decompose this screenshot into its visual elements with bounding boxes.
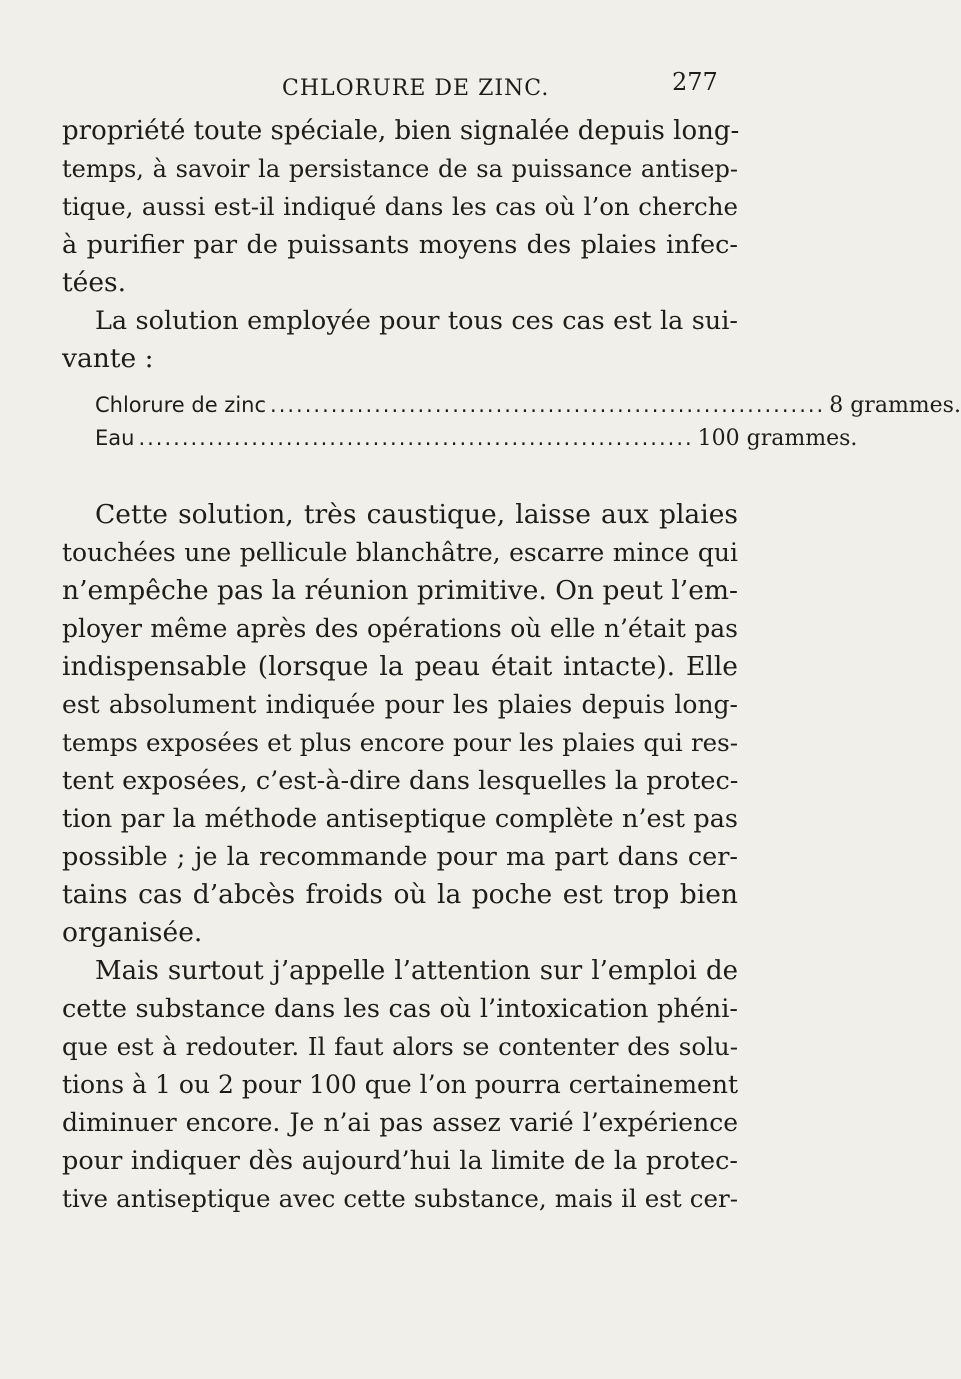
text-line: tains cas d’abcès froids où la poche est trop bien xyxy=(62,879,738,910)
text-line: tions à 1 ou 2 pour 100 que l’on pourra certainement xyxy=(62,1070,738,1099)
dot-leader: ................................................................ xyxy=(138,426,694,450)
text-line: que est à redouter. Il faut alors se contenter des solu- xyxy=(62,1032,738,1061)
text-line: ployer même après des opérations où elle n’était pas xyxy=(62,614,738,643)
text-line: à purifier par de puissants moyens des plaies infec- xyxy=(62,230,738,260)
text-line: La solution employée pour tous ces cas est la sui- xyxy=(95,306,738,336)
running-head xyxy=(0,68,800,106)
text-line: tive antiseptique avec cette substance, mais il est cer- xyxy=(62,1184,738,1213)
text-line: pour indiquer dès aujourd’hui la limite de la protec- xyxy=(62,1146,738,1176)
ingredient-name: Eau xyxy=(95,426,135,450)
text-line: possible ; je la recommande pour ma part dans cer- xyxy=(62,842,738,872)
text-line: cette substance dans les cas où l’intoxication phéni- xyxy=(62,994,738,1024)
text-line: tique, aussi est-il indiqué dans les cas où l’on cherche xyxy=(62,192,738,221)
formula-row xyxy=(95,393,961,423)
text-line: vante : xyxy=(62,343,154,374)
text-line: est absolument indiquée pour les plaies depuis long- xyxy=(62,690,738,719)
text-line: diminuer encore. Je n’ai pas assez varié l’expérience xyxy=(62,1108,738,1137)
dot-leader: ................................................................ xyxy=(270,393,826,417)
ingredient-quantity: 8 grammes. xyxy=(829,393,961,418)
text-line: tion par la méthode antiseptique complète n’est pas xyxy=(62,804,738,834)
text-line: n’empêche pas la réunion primitive. On peut l’em- xyxy=(62,575,738,606)
ingredient-name: Chlorure de zinc xyxy=(95,393,267,417)
text-line: temps exposées et plus encore pour les plaies qui res- xyxy=(62,728,738,757)
text-line: tées. xyxy=(62,267,127,298)
running-title: CHLORURE DE ZINC. xyxy=(282,76,550,101)
text-line: Cette solution, très caustique, laisse aux plaies xyxy=(95,499,738,530)
text-line: temps, à savoir la persistance de sa puissance antisep- xyxy=(62,155,738,183)
text-line: organisée. xyxy=(62,917,203,948)
formula-row xyxy=(95,426,858,456)
page-number: 277 xyxy=(672,68,718,96)
text-line: Mais surtout j’appelle l’attention sur l’emploi de xyxy=(95,956,738,986)
text-line: tent exposées, c’est-à-dire dans lesquelles la protec- xyxy=(62,766,739,796)
text-line: propriété toute spéciale, bien signalée depuis long- xyxy=(62,116,740,146)
text-line: indispensable (lorsque la peau était intacte). Elle xyxy=(62,651,738,682)
text-line: touchées une pellicule blanchâtre, escarre mince qui xyxy=(62,538,738,567)
ingredient-quantity: 100 grammes. xyxy=(697,426,858,451)
